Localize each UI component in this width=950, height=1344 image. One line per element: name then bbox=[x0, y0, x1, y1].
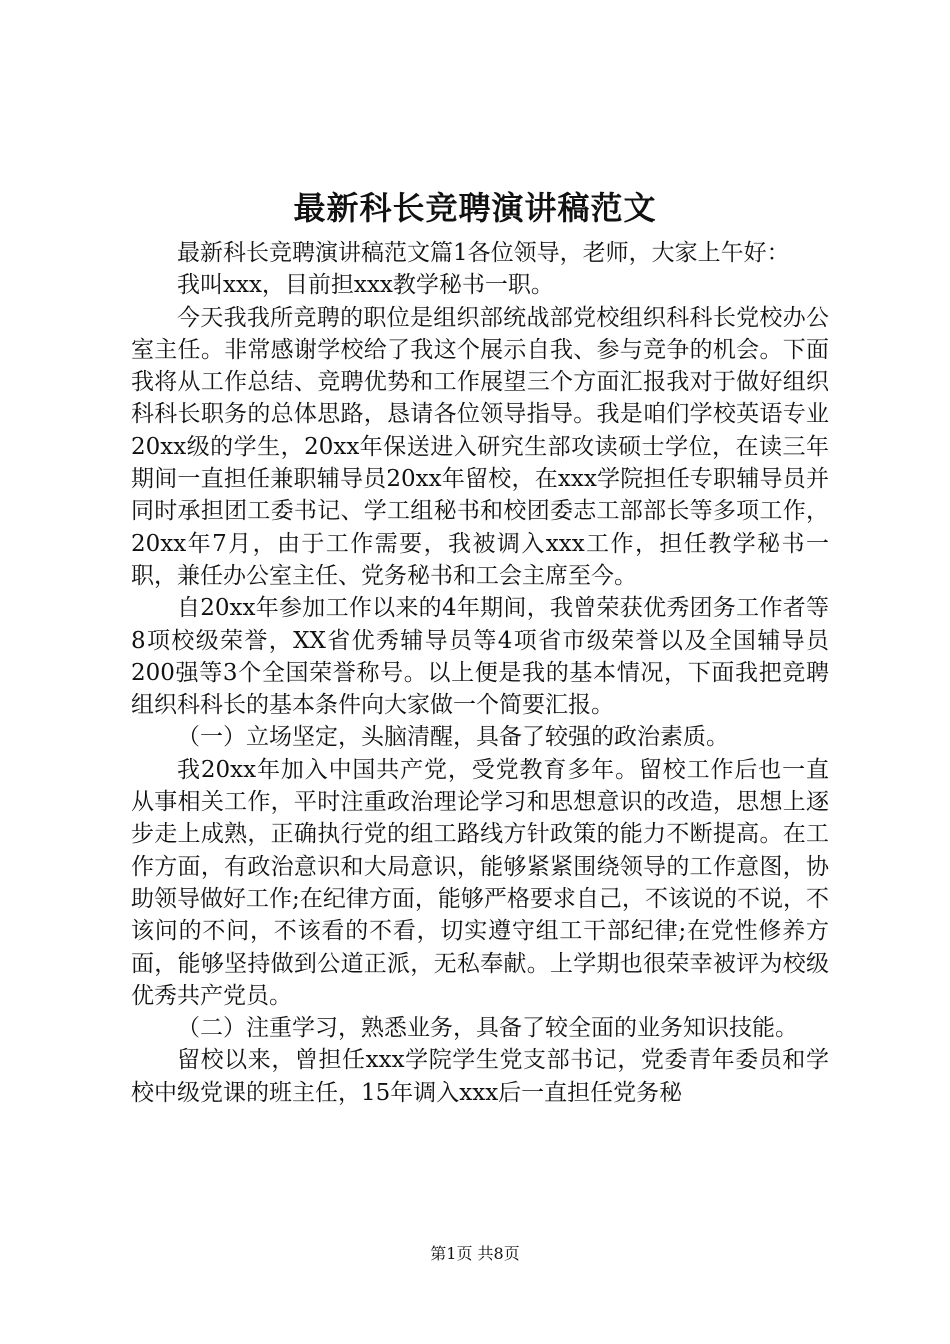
paragraph-political: 我20xx年加入中国共产党，受党教育多年。留校工作后也一直从事相关工作，平时注重政治理论学习和思想意识的改造，思想上逐步走上成熟，正确执行党的组工路线方针政策的能力不断提高。在工作方面，有政治意识和大局意识，能够紧紧围绕领导的工作意图，协助领导做好工作;在纪律方面，能够严格要求自己，不该说的不说，不该问的不问，不该看的不看，切实遵守组工干部纪律;在党性修养方面，能够坚持做到公道正派，无私奉献。上学期也很荣幸被评为校级优秀共产党员。 bbox=[131, 756, 829, 1009]
paragraph-study: 留校以来，曾担任xxx学院学生党支部书记，党委青年委员和学校中级党课的班主任，15年调入xxx后一直担任党务秘 bbox=[131, 1047, 829, 1106]
paragraph-honors: 自20xx年参加工作以来的4年期间，我曾荣获优秀团务工作者等8项校级荣誉，XX省优秀辅导员等4项省市级荣誉以及全国辅导员200强等3个全国荣誉称号。以上便是我的基本情况，下面我把竞聘组织科科长的基本条件向大家做一个简要汇报。 bbox=[131, 595, 829, 719]
section-heading-1: （一）立场坚定，头脑清醒，具备了较强的政治素质。 bbox=[177, 724, 729, 751]
document-title: 最新科长竞聘演讲稿范文 bbox=[293, 189, 657, 227]
paragraph-intro: 我叫xxx，目前担xxx教学秘书一职。 bbox=[177, 272, 554, 299]
paragraph-greeting: 最新科长竞聘演讲稿范文篇1各位领导，老师，大家上午好： bbox=[177, 240, 790, 266]
document-body bbox=[131, 237, 829, 1109]
paragraph-background: 今天我我所竞聘的职位是组织部统战部党校组织科科长党校办公室主任。非常感谢学校给了我这个展示自我、参与竞争的机会。下面我将从工作总结、竞聘优势和工作展望三个方面汇报我对于做好组织科科长职务的总体思路，恳请各位领导指导。我是咱们学校英语专业20xx级的学生，20xx年保送进入研究生部攻读硕士学位，在读三年期间一直担任兼职辅导员20xx年留校，在xxx学院担任专职辅导员并同时承担团工委书记、学工组秘书和校团委志工部部长等多项工作，20xx年7月，由于工作需要，我被调入xxx工作，担任教学秘书一职，兼任办公室主任、党务秘书和工会主席至今。 bbox=[131, 304, 829, 589]
section-heading-2: （二）注重学习，熟悉业务，具备了较全面的业务知识技能。 bbox=[177, 1015, 798, 1042]
page-number-footer: 第1页 共8页 bbox=[430, 1244, 520, 1263]
